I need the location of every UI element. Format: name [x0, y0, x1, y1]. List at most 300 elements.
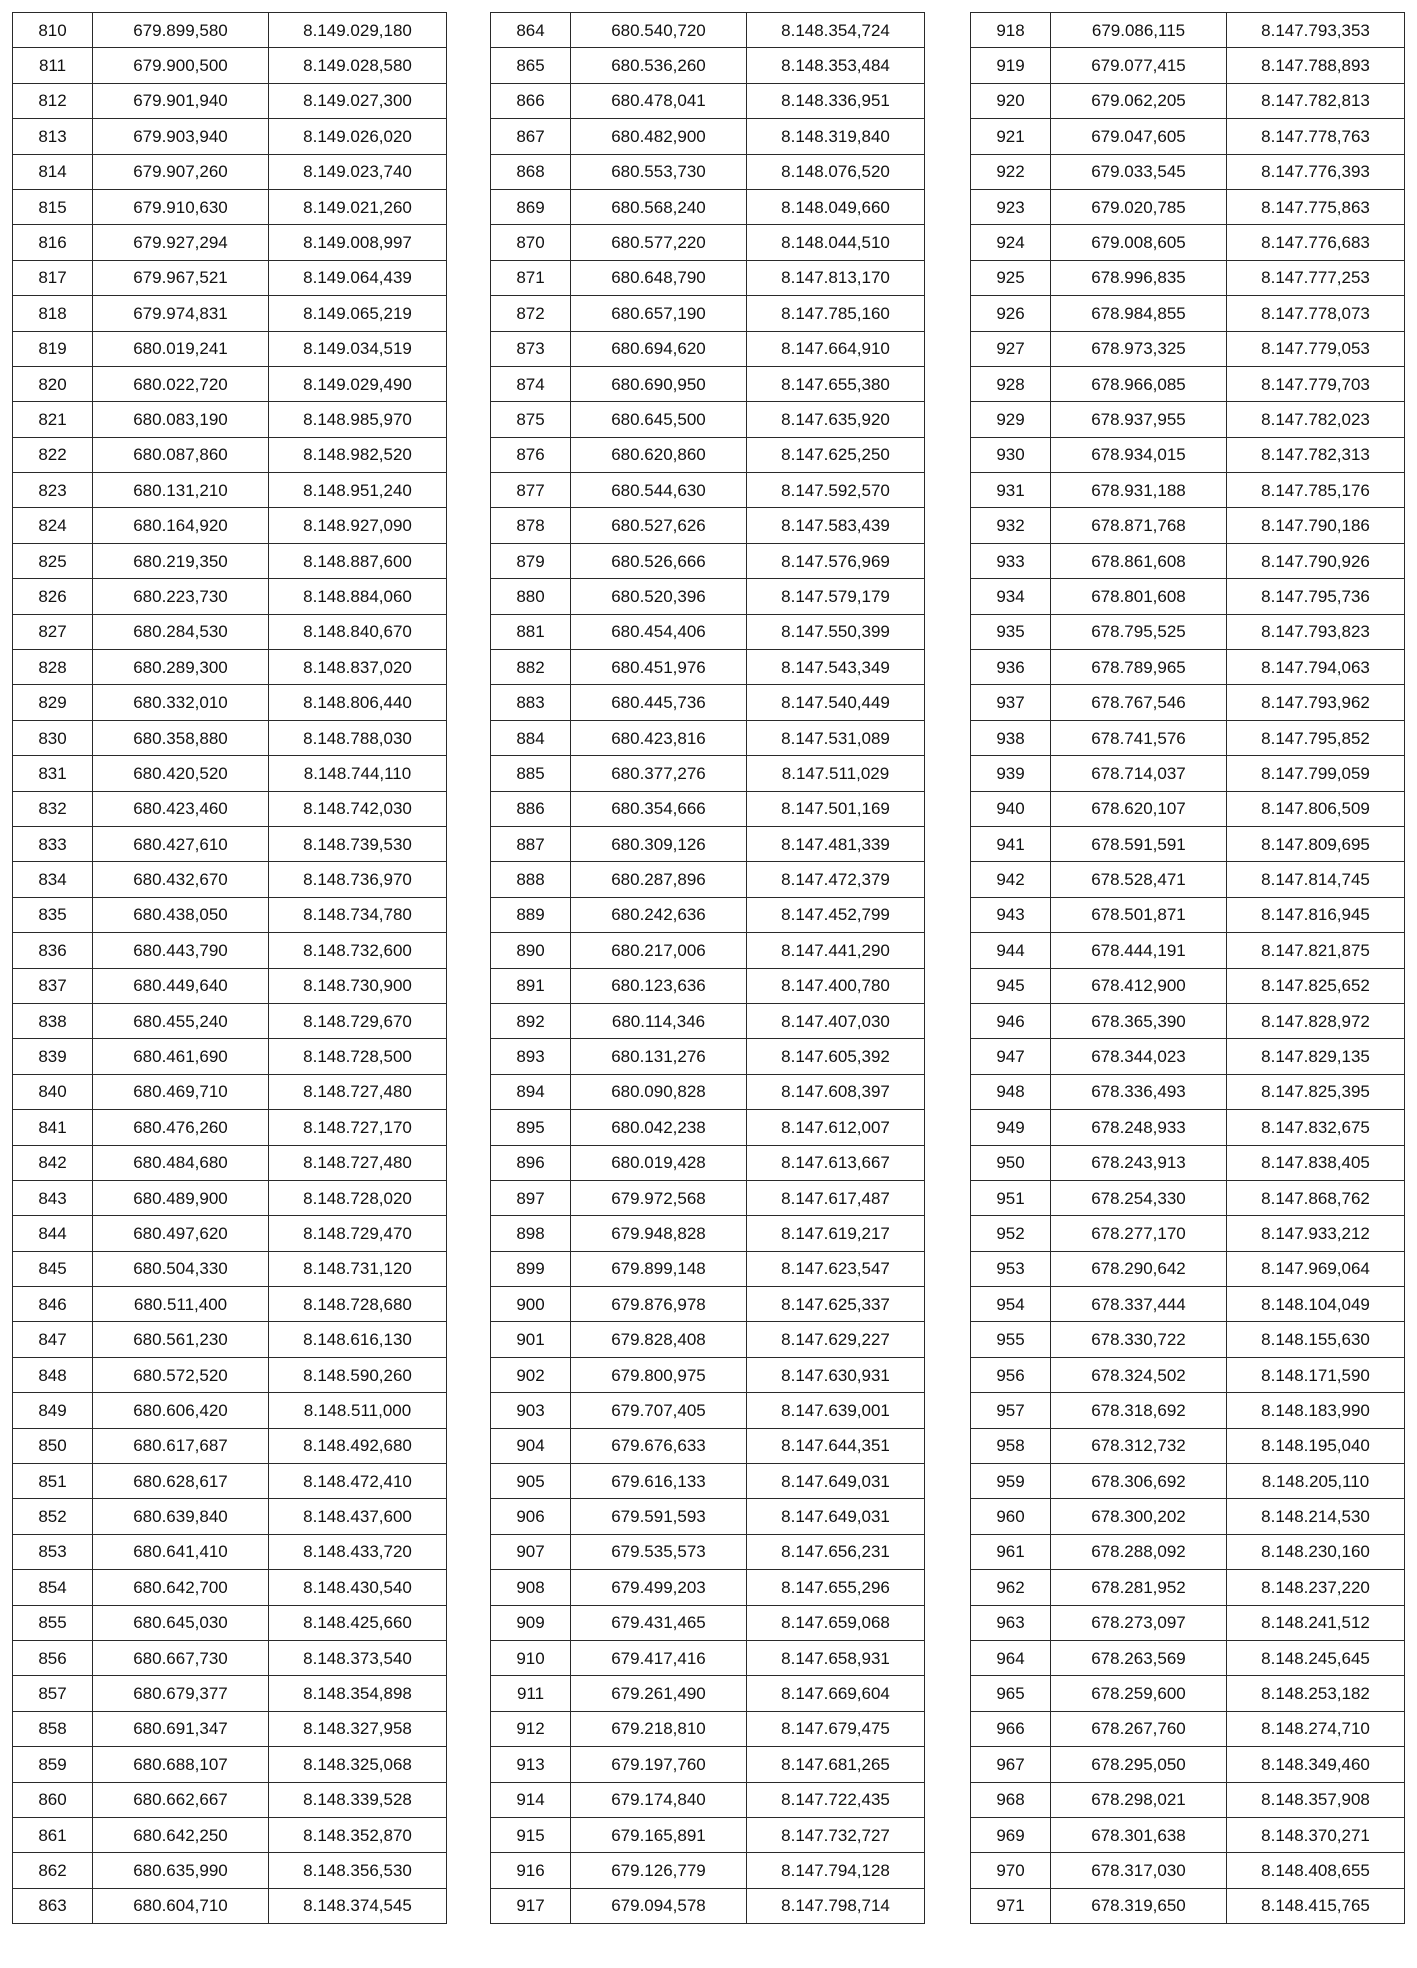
table-row	[13, 579, 447, 614]
northing-cell: 8.148.736,970	[269, 862, 447, 897]
table-row	[971, 862, 1405, 897]
point-number-cell: 832	[13, 791, 93, 826]
northing-cell: 8.148.339,528	[269, 1782, 447, 1817]
table-row	[491, 1287, 925, 1322]
northing-cell: 8.147.664,910	[747, 331, 925, 366]
northing-cell: 8.147.635,920	[747, 402, 925, 437]
easting-cell: 680.019,241	[93, 331, 269, 366]
table-row	[491, 13, 925, 48]
table-row	[971, 1393, 1405, 1428]
easting-cell: 679.910,630	[93, 189, 269, 224]
easting-cell: 679.499,203	[571, 1570, 747, 1605]
northing-cell: 8.147.681,265	[747, 1747, 925, 1782]
northing-cell: 8.147.779,703	[1227, 366, 1405, 401]
northing-cell: 8.148.729,470	[269, 1216, 447, 1251]
northing-cell: 8.148.731,120	[269, 1251, 447, 1286]
table-row	[491, 119, 925, 154]
easting-cell: 679.974,831	[93, 296, 269, 331]
easting-cell: 680.019,428	[571, 1145, 747, 1180]
point-number-cell: 938	[971, 720, 1051, 755]
northing-cell: 8.148.357,908	[1227, 1782, 1405, 1817]
easting-cell: 679.901,940	[93, 83, 269, 118]
table-row	[491, 720, 925, 755]
easting-cell: 678.288,092	[1051, 1534, 1227, 1569]
northing-cell: 8.148.511,000	[269, 1393, 447, 1428]
easting-cell: 679.020,785	[1051, 189, 1227, 224]
easting-cell: 678.795,525	[1051, 614, 1227, 649]
table-row	[13, 968, 447, 1003]
table-row	[491, 1216, 925, 1251]
point-number-cell: 904	[491, 1428, 571, 1463]
table-row	[971, 1003, 1405, 1038]
point-number-cell: 883	[491, 685, 571, 720]
point-number-cell: 855	[13, 1605, 93, 1640]
table-row	[13, 1003, 447, 1038]
easting-cell: 679.077,415	[1051, 48, 1227, 83]
northing-cell: 8.147.732,727	[747, 1817, 925, 1852]
point-number-cell: 858	[13, 1711, 93, 1746]
easting-cell: 680.217,006	[571, 933, 747, 968]
northing-cell: 8.149.065,219	[269, 296, 447, 331]
northing-cell: 8.148.044,510	[747, 225, 925, 260]
table-row	[971, 1605, 1405, 1640]
northing-cell: 8.147.583,439	[747, 508, 925, 543]
table-row	[13, 1853, 447, 1888]
northing-cell: 8.148.927,090	[269, 508, 447, 543]
northing-cell: 8.147.779,053	[1227, 331, 1405, 366]
point-number-cell: 944	[971, 933, 1051, 968]
northing-cell: 8.147.785,176	[1227, 473, 1405, 508]
table-row	[13, 331, 447, 366]
easting-cell: 678.281,952	[1051, 1570, 1227, 1605]
point-number-cell: 961	[971, 1534, 1051, 1569]
point-number-cell: 965	[971, 1676, 1051, 1711]
table-row	[971, 579, 1405, 614]
table-row	[971, 1145, 1405, 1180]
northing-cell: 8.148.373,540	[269, 1640, 447, 1675]
easting-cell: 678.501,871	[1051, 897, 1227, 932]
northing-cell: 8.147.639,001	[747, 1393, 925, 1428]
northing-cell: 8.148.590,260	[269, 1357, 447, 1392]
point-number-cell: 848	[13, 1357, 93, 1392]
easting-cell: 678.317,030	[1051, 1853, 1227, 1888]
easting-cell: 680.022,720	[93, 366, 269, 401]
table-row	[971, 1888, 1405, 1923]
point-number-cell: 866	[491, 83, 571, 118]
easting-cell: 680.454,406	[571, 614, 747, 649]
easting-cell: 680.309,126	[571, 826, 747, 861]
easting-cell: 679.165,891	[571, 1817, 747, 1852]
table-row	[491, 296, 925, 331]
northing-cell: 8.147.605,392	[747, 1039, 925, 1074]
point-number-cell: 865	[491, 48, 571, 83]
easting-cell: 680.544,630	[571, 473, 747, 508]
table-row	[13, 1534, 447, 1569]
easting-cell: 678.344,023	[1051, 1039, 1227, 1074]
point-number-cell: 953	[971, 1251, 1051, 1286]
easting-cell: 678.861,608	[1051, 543, 1227, 578]
easting-cell: 679.431,465	[571, 1605, 747, 1640]
point-number-cell: 913	[491, 1747, 571, 1782]
easting-cell: 679.535,573	[571, 1534, 747, 1569]
northing-cell: 8.147.794,063	[1227, 650, 1405, 685]
table-row	[13, 1322, 447, 1357]
point-number-cell: 905	[491, 1464, 571, 1499]
northing-cell: 8.148.840,670	[269, 614, 447, 649]
easting-cell: 678.620,107	[1051, 791, 1227, 826]
table-row	[13, 1145, 447, 1180]
table-row	[491, 1039, 925, 1074]
table-row	[13, 1464, 447, 1499]
table-row	[491, 331, 925, 366]
easting-cell: 680.572,520	[93, 1357, 269, 1392]
northing-cell: 8.147.655,296	[747, 1570, 925, 1605]
easting-cell: 680.561,230	[93, 1322, 269, 1357]
easting-cell: 679.126,779	[571, 1853, 747, 1888]
table-row	[971, 366, 1405, 401]
table-row	[13, 933, 447, 968]
table-row	[13, 13, 447, 48]
northing-cell: 8.147.813,170	[747, 260, 925, 295]
easting-cell: 680.083,190	[93, 402, 269, 437]
point-number-cell: 925	[971, 260, 1051, 295]
point-number-cell: 967	[971, 1747, 1051, 1782]
point-number-cell: 959	[971, 1464, 1051, 1499]
table-row	[971, 1322, 1405, 1357]
northing-cell: 8.147.825,395	[1227, 1074, 1405, 1109]
easting-cell: 678.259,600	[1051, 1676, 1227, 1711]
table-row	[13, 1782, 447, 1817]
northing-cell: 8.149.029,490	[269, 366, 447, 401]
northing-cell: 8.147.821,875	[1227, 933, 1405, 968]
table-row	[491, 437, 925, 472]
point-number-cell: 870	[491, 225, 571, 260]
easting-cell: 680.219,350	[93, 543, 269, 578]
table-row	[13, 1711, 447, 1746]
easting-cell: 680.694,620	[571, 331, 747, 366]
table-row	[13, 1074, 447, 1109]
table-row	[971, 260, 1405, 295]
point-number-cell: 861	[13, 1817, 93, 1852]
table-row	[971, 791, 1405, 826]
point-number-cell: 939	[971, 756, 1051, 791]
table-row	[13, 225, 447, 260]
point-number-cell: 822	[13, 437, 93, 472]
point-number-cell: 958	[971, 1428, 1051, 1463]
northing-cell: 8.148.727,480	[269, 1074, 447, 1109]
table-row	[971, 1180, 1405, 1215]
northing-cell: 8.148.837,020	[269, 650, 447, 685]
point-number-cell: 968	[971, 1782, 1051, 1817]
table-row	[491, 1782, 925, 1817]
point-number-cell: 882	[491, 650, 571, 685]
table-row	[13, 756, 447, 791]
northing-cell: 8.148.985,970	[269, 402, 447, 437]
northing-cell: 8.148.433,720	[269, 1534, 447, 1569]
easting-cell: 678.263,569	[1051, 1640, 1227, 1675]
point-number-cell: 946	[971, 1003, 1051, 1038]
northing-cell: 8.147.649,031	[747, 1464, 925, 1499]
northing-cell: 8.148.353,484	[747, 48, 925, 83]
table-row	[13, 614, 447, 649]
northing-cell: 8.148.241,512	[1227, 1605, 1405, 1640]
easting-cell: 680.461,690	[93, 1039, 269, 1074]
table-row	[13, 1393, 447, 1428]
table-row	[13, 189, 447, 224]
easting-cell: 678.789,965	[1051, 650, 1227, 685]
table-row	[491, 1888, 925, 1923]
point-number-cell: 841	[13, 1110, 93, 1145]
table-row	[491, 1251, 925, 1286]
table-row	[971, 933, 1405, 968]
easting-cell: 679.828,408	[571, 1322, 747, 1357]
point-number-cell: 831	[13, 756, 93, 791]
northing-cell: 8.148.408,655	[1227, 1853, 1405, 1888]
table-row	[491, 1464, 925, 1499]
point-number-cell: 852	[13, 1499, 93, 1534]
table-row	[971, 1251, 1405, 1286]
northing-cell: 8.148.253,182	[1227, 1676, 1405, 1711]
easting-cell: 678.931,188	[1051, 473, 1227, 508]
point-number-cell: 815	[13, 189, 93, 224]
northing-cell: 8.148.183,990	[1227, 1393, 1405, 1428]
easting-cell: 679.047,605	[1051, 119, 1227, 154]
point-number-cell: 847	[13, 1322, 93, 1357]
easting-cell: 680.443,790	[93, 933, 269, 968]
point-number-cell: 818	[13, 296, 93, 331]
table-row	[491, 933, 925, 968]
easting-cell: 680.287,896	[571, 862, 747, 897]
easting-cell: 679.062,205	[1051, 83, 1227, 118]
point-number-cell: 970	[971, 1853, 1051, 1888]
point-number-cell: 871	[491, 260, 571, 295]
table-row	[971, 650, 1405, 685]
easting-cell: 680.536,260	[571, 48, 747, 83]
point-number-cell: 863	[13, 1888, 93, 1923]
northing-cell: 8.147.825,652	[1227, 968, 1405, 1003]
table-row	[491, 897, 925, 932]
northing-cell: 8.147.669,604	[747, 1676, 925, 1711]
northing-cell: 8.147.501,169	[747, 791, 925, 826]
northing-cell: 8.147.969,064	[1227, 1251, 1405, 1286]
point-number-cell: 966	[971, 1711, 1051, 1746]
northing-cell: 8.149.034,519	[269, 331, 447, 366]
table-row	[971, 13, 1405, 48]
northing-cell: 8.147.793,823	[1227, 614, 1405, 649]
point-number-cell: 956	[971, 1357, 1051, 1392]
easting-cell: 680.284,530	[93, 614, 269, 649]
easting-cell: 680.476,260	[93, 1110, 269, 1145]
point-number-cell: 833	[13, 826, 93, 861]
point-number-cell: 917	[491, 1888, 571, 1923]
northing-cell: 8.149.026,020	[269, 119, 447, 154]
table-row	[971, 473, 1405, 508]
easting-cell: 678.243,913	[1051, 1145, 1227, 1180]
point-number-cell: 869	[491, 189, 571, 224]
northing-cell: 8.148.739,530	[269, 826, 447, 861]
table-row	[491, 968, 925, 1003]
easting-cell: 680.087,860	[93, 437, 269, 472]
easting-cell: 679.417,416	[571, 1640, 747, 1675]
easting-cell: 678.324,502	[1051, 1357, 1227, 1392]
northing-cell: 8.147.799,059	[1227, 756, 1405, 791]
table-row	[13, 543, 447, 578]
coordinate-table-3	[970, 12, 1405, 1924]
easting-cell: 680.427,610	[93, 826, 269, 861]
northing-cell: 8.148.205,110	[1227, 1464, 1405, 1499]
point-number-cell: 887	[491, 826, 571, 861]
easting-cell: 678.871,768	[1051, 508, 1227, 543]
easting-cell: 680.242,636	[571, 897, 747, 932]
point-number-cell: 899	[491, 1251, 571, 1286]
table-row	[971, 1853, 1405, 1888]
table-row	[13, 1428, 447, 1463]
point-number-cell: 888	[491, 862, 571, 897]
table-row	[491, 1499, 925, 1534]
easting-cell: 680.432,670	[93, 862, 269, 897]
point-number-cell: 928	[971, 366, 1051, 401]
easting-cell: 678.306,692	[1051, 1464, 1227, 1499]
table-row	[13, 260, 447, 295]
point-number-cell: 849	[13, 1393, 93, 1428]
table-row	[971, 1499, 1405, 1534]
easting-cell: 680.620,860	[571, 437, 747, 472]
easting-cell: 680.520,396	[571, 579, 747, 614]
table-row	[13, 48, 447, 83]
point-number-cell: 914	[491, 1782, 571, 1817]
easting-cell: 680.131,210	[93, 473, 269, 508]
point-number-cell: 932	[971, 508, 1051, 543]
northing-cell: 8.148.327,958	[269, 1711, 447, 1746]
table-row	[971, 1817, 1405, 1852]
table-row	[971, 508, 1405, 543]
easting-cell: 678.277,170	[1051, 1216, 1227, 1251]
northing-cell: 8.147.793,962	[1227, 685, 1405, 720]
easting-cell: 680.131,276	[571, 1039, 747, 1074]
table-row	[13, 1251, 447, 1286]
point-number-cell: 920	[971, 83, 1051, 118]
northing-cell: 8.147.777,253	[1227, 260, 1405, 295]
easting-cell: 679.008,605	[1051, 225, 1227, 260]
point-number-cell: 951	[971, 1180, 1051, 1215]
easting-cell: 680.635,990	[93, 1853, 269, 1888]
northing-cell: 8.148.336,951	[747, 83, 925, 118]
table-row	[491, 1605, 925, 1640]
easting-cell: 679.899,580	[93, 13, 269, 48]
easting-cell: 679.927,294	[93, 225, 269, 260]
point-number-cell: 935	[971, 614, 1051, 649]
table-row	[491, 508, 925, 543]
point-number-cell: 922	[971, 154, 1051, 189]
point-number-cell: 893	[491, 1039, 571, 1074]
point-number-cell: 813	[13, 119, 93, 154]
northing-cell: 8.147.778,073	[1227, 296, 1405, 331]
point-number-cell: 868	[491, 154, 571, 189]
point-number-cell: 812	[13, 83, 93, 118]
point-number-cell: 889	[491, 897, 571, 932]
table-row	[13, 791, 447, 826]
table-row	[971, 83, 1405, 118]
point-number-cell: 853	[13, 1534, 93, 1569]
northing-cell: 8.147.625,337	[747, 1287, 925, 1322]
northing-cell: 8.147.543,349	[747, 650, 925, 685]
easting-cell: 678.591,591	[1051, 826, 1227, 861]
northing-cell: 8.147.838,405	[1227, 1145, 1405, 1180]
point-number-cell: 895	[491, 1110, 571, 1145]
table-row	[13, 1216, 447, 1251]
easting-cell: 680.420,520	[93, 756, 269, 791]
point-number-cell: 874	[491, 366, 571, 401]
northing-cell: 8.147.832,675	[1227, 1110, 1405, 1145]
point-number-cell: 839	[13, 1039, 93, 1074]
easting-cell: 678.300,202	[1051, 1499, 1227, 1534]
table-row	[13, 1676, 447, 1711]
point-number-cell: 828	[13, 650, 93, 685]
northing-cell: 8.147.472,379	[747, 862, 925, 897]
easting-cell: 680.511,400	[93, 1287, 269, 1322]
point-number-cell: 817	[13, 260, 93, 295]
point-number-cell: 933	[971, 543, 1051, 578]
northing-cell: 8.147.623,547	[747, 1251, 925, 1286]
northing-cell: 8.148.732,600	[269, 933, 447, 968]
table-row	[13, 1039, 447, 1074]
northing-cell: 8.147.576,969	[747, 543, 925, 578]
point-number-cell: 929	[971, 402, 1051, 437]
northing-cell: 8.148.354,724	[747, 13, 925, 48]
point-number-cell: 940	[971, 791, 1051, 826]
northing-cell: 8.147.619,217	[747, 1216, 925, 1251]
table-row	[971, 826, 1405, 861]
table-row	[971, 1039, 1405, 1074]
easting-cell: 680.679,377	[93, 1676, 269, 1711]
point-number-cell: 906	[491, 1499, 571, 1534]
easting-cell: 679.972,568	[571, 1180, 747, 1215]
point-number-cell: 924	[971, 225, 1051, 260]
easting-cell: 680.568,240	[571, 189, 747, 224]
easting-cell: 678.301,638	[1051, 1817, 1227, 1852]
easting-cell: 678.336,493	[1051, 1074, 1227, 1109]
northing-cell: 8.148.352,870	[269, 1817, 447, 1852]
easting-cell: 679.174,840	[571, 1782, 747, 1817]
easting-cell: 680.540,720	[571, 13, 747, 48]
northing-cell: 8.149.021,260	[269, 189, 447, 224]
easting-cell: 679.800,975	[571, 1357, 747, 1392]
point-number-cell: 881	[491, 614, 571, 649]
easting-cell: 680.289,300	[93, 650, 269, 685]
table-row	[491, 402, 925, 437]
point-number-cell: 952	[971, 1216, 1051, 1251]
easting-cell: 680.577,220	[571, 225, 747, 260]
northing-cell: 8.147.656,231	[747, 1534, 925, 1569]
easting-cell: 678.444,191	[1051, 933, 1227, 968]
easting-cell: 680.691,347	[93, 1711, 269, 1746]
northing-cell: 8.148.049,660	[747, 189, 925, 224]
northing-cell: 8.148.742,030	[269, 791, 447, 826]
point-number-cell: 872	[491, 296, 571, 331]
northing-cell: 8.148.788,030	[269, 720, 447, 755]
table-body	[491, 13, 925, 1924]
northing-cell: 8.148.729,670	[269, 1003, 447, 1038]
table-row	[13, 1747, 447, 1782]
northing-cell: 8.148.728,680	[269, 1287, 447, 1322]
northing-cell: 8.147.806,509	[1227, 791, 1405, 826]
point-number-cell: 836	[13, 933, 93, 968]
point-number-cell: 936	[971, 650, 1051, 685]
easting-cell: 680.662,667	[93, 1782, 269, 1817]
northing-cell: 8.148.325,068	[269, 1747, 447, 1782]
northing-cell: 8.148.616,130	[269, 1322, 447, 1357]
table-row	[491, 579, 925, 614]
